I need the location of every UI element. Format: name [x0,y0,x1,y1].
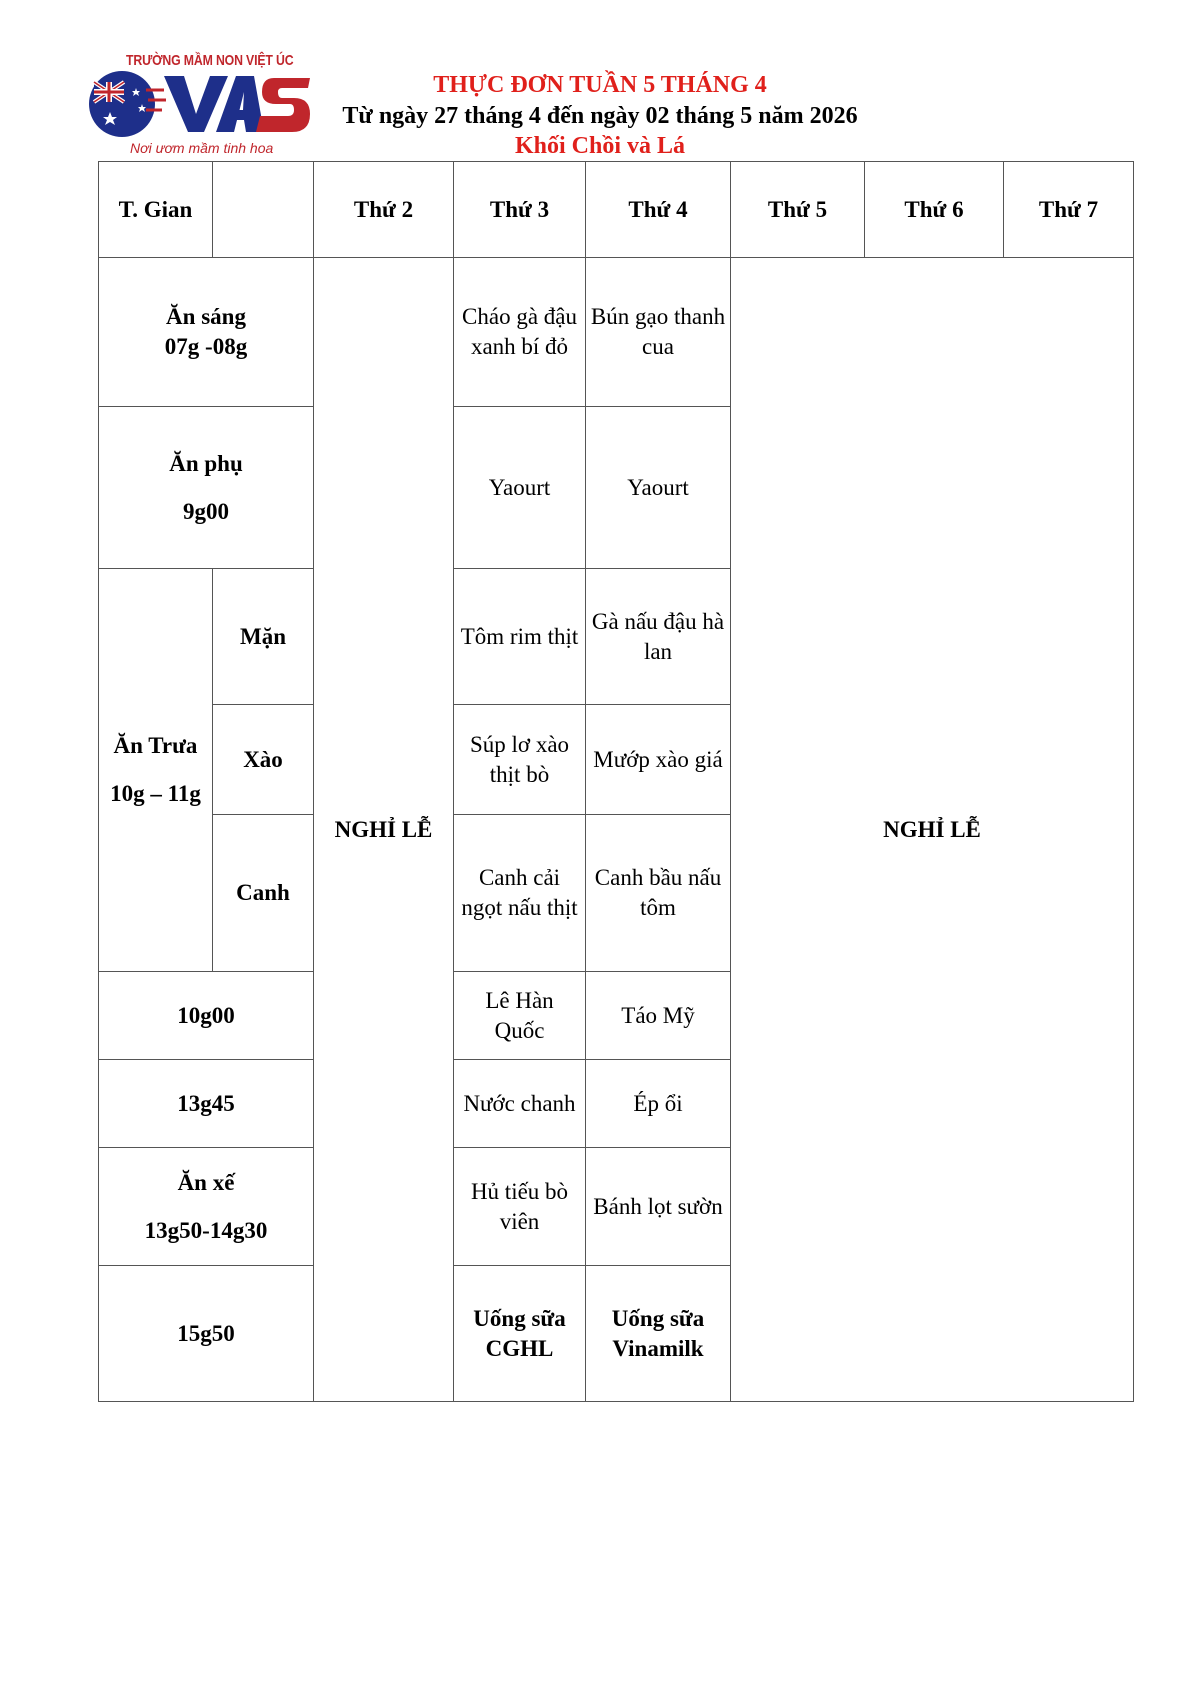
afternoon-wed: Bánh lọt sườn [586,1148,731,1266]
monday-holiday-label: NGHỈ LỄ [334,816,433,842]
school-name: TRƯỜNG MẦM NON VIỆT ÚC [126,52,294,69]
menu-date-range: Từ ngày 27 tháng 4 đến ngày 02 tháng 5 năm 2026 [342,103,858,129]
drink-tue: Nước chanh [454,1060,586,1148]
lunch-time: 10g – 11g [110,781,201,806]
empty-header-cell [213,162,314,258]
lunch-stirfry-label: Xào [213,705,314,815]
lunch-stirfry-tue: Súp lơ xào thịt bò [454,705,586,815]
breakfast-wed: Bún gạo thanh cua [586,258,731,407]
day-header-mon: Thứ 2 [314,162,454,258]
drink-wed: Ép ổi [586,1060,731,1148]
day-header-wed: Thứ 4 [586,162,731,258]
snack-tue: Yaourt [454,407,586,569]
snack-label-cell [99,407,314,569]
school-logo [88,52,310,162]
breakfast-label-cell [99,258,314,407]
milk-wed: Uống sữa Vinamilk [586,1266,731,1402]
thu-sat-holiday-label: NGHỈ LỄ [883,816,981,842]
fruit-time: 10g00 [99,972,314,1060]
thu-sat-holiday-cell [731,258,1134,1402]
day-header-thu: Thứ 5 [731,162,865,258]
breakfast-tue: Cháo gà đậu xanh bí đỏ [454,258,586,407]
school-motto: Nơi ươm mầm tinh hoa [130,140,274,156]
table-header-row [99,162,1134,258]
breakfast-label: Ăn sáng [166,304,246,329]
vas-logo-mark [88,70,310,138]
afternoon-tue: Hủ tiếu bò viên [454,1148,586,1266]
snack-label: Ăn phụ [169,450,243,476]
menu-title: THỰC ĐƠN TUẦN 5 THÁNG 4 [433,72,767,98]
fruit-wed: Táo Mỹ [586,972,731,1060]
lunch-main-tue: Tôm rim thịt [454,569,586,705]
time-column-header: T. Gian [99,162,213,258]
day-header-fri: Thứ 6 [865,162,1004,258]
snack-time: 9g00 [183,498,229,524]
afternoon-label: Ăn xế [177,1169,235,1195]
day-header-tue: Thứ 3 [454,162,586,258]
lunch-stirfry-wed: Mướp xào giá [586,705,731,815]
breakfast-time: 07g -08g [164,334,248,359]
afternoon-time: 13g50-14g30 [144,1217,268,1243]
fruit-tue: Lê Hàn Quốc [454,972,586,1060]
snack-wed: Yaourt [586,407,731,569]
menu-group: Khối Chồi và Lá [514,133,686,159]
milk-tue: Uống sữa CGHL [454,1266,586,1402]
lunch-soup-tue: Canh cải ngọt nấu thịt [454,815,586,972]
drink-time: 13g45 [99,1060,314,1148]
lunch-soup-label: Canh [213,815,314,972]
lunch-main-wed: Gà nấu đậu hà lan [586,569,731,705]
lunch-main-label: Mặn [213,569,314,705]
table-row-breakfast [99,258,1134,407]
lunch-soup-wed: Canh bầu nấu tôm [586,815,731,972]
lunch-label: Ăn Trưa [113,733,198,758]
weekly-menu-table [98,161,1134,1402]
lunch-label-cell [99,569,213,972]
day-header-sat: Thứ 7 [1004,162,1134,258]
milk-time: 15g50 [99,1266,314,1402]
monday-holiday-cell [314,258,454,1402]
afternoon-label-cell [99,1148,314,1266]
